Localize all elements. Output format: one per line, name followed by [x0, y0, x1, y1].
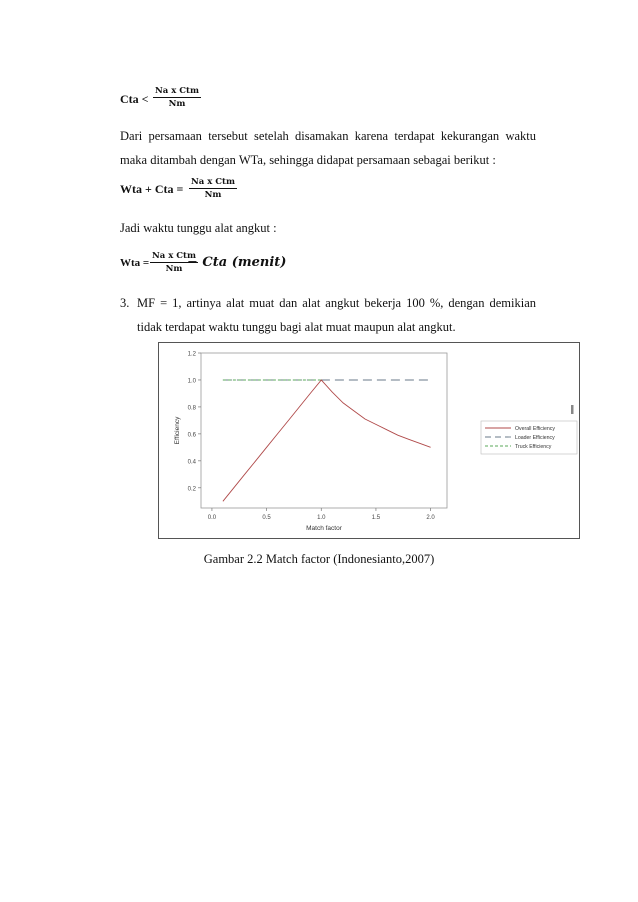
paragraph-1	[120, 124, 536, 172]
item-3-number: 3.	[120, 296, 130, 310]
equation-1	[120, 92, 149, 107]
equation-2	[120, 182, 183, 197]
y-tick-label: 1.2	[187, 351, 196, 358]
item-3	[137, 291, 536, 339]
item-3-line-2: tidak terdapat waktu tunggu bagi alat muat maupun alat angkut.	[137, 320, 456, 334]
y-tick-label: 1.0	[187, 378, 196, 385]
scroll-marker	[571, 405, 574, 414]
paragraph-2	[120, 216, 536, 240]
x-tick-label: 1.5	[371, 515, 381, 521]
x-tick-label: 1.0	[317, 515, 326, 521]
figure-caption: Gambar 2.2 Match factor (Indonesianto,2007)	[203, 552, 435, 566]
y-tick-label: 0.8	[187, 405, 196, 412]
plot-area	[201, 353, 447, 508]
equation-2-lhs: Wta + Cta =	[120, 182, 184, 196]
paragraph-1-line-1: Dari persamaan tersebut setelah disamakan karena terdapat kekurangan waktu	[120, 129, 536, 143]
match-factor-chart	[159, 343, 579, 538]
equation-1-lhs: Cta <	[120, 92, 149, 106]
equation-3-tail: − Cta (menit)	[187, 255, 287, 270]
y-tick-label: 0.2	[187, 486, 196, 493]
item-3-line-1: MF = 1, artinya alat muat dan alat angkut bekerja 100 %, dengan demikian	[137, 296, 536, 310]
equation-1-denominator: Nm	[168, 99, 186, 109]
legend-label: Overall Efficiency	[515, 426, 555, 432]
equation-2-fraction	[189, 177, 237, 200]
equation-1-numerator: Na x Ctm	[155, 86, 199, 96]
y-axis-label: Efficiency	[174, 416, 181, 445]
legend-label: Truck Efficiency	[515, 444, 552, 450]
x-tick-label: 0.0	[207, 515, 217, 521]
paragraph-1-line-2: maka ditambah dengan WTa, sehingga didapat persamaan sebagai berikut :	[120, 153, 496, 167]
x-tick-label: 0.5	[262, 515, 271, 521]
equation-3-denominator: Nm	[165, 264, 183, 274]
equation-1-fraction	[153, 86, 201, 109]
y-tick-label: 0.4	[187, 459, 196, 466]
x-axis-label: Match factor	[306, 525, 342, 532]
x-tick-label: 2.0	[426, 515, 435, 521]
y-tick-label: 0.6	[187, 432, 196, 439]
figure-frame	[158, 342, 580, 539]
equation-2-denominator: Nm	[204, 190, 222, 200]
legend-label: Loader Efficiency	[515, 435, 555, 441]
paragraph-2-text: Jadi waktu tunggu alat angkut :	[120, 221, 277, 235]
equation-3	[120, 257, 149, 269]
equation-3-lhs: Wta =	[120, 257, 150, 269]
equation-2-numerator: Na x Ctm	[191, 177, 235, 187]
equation-3-numerator: Na x Ctm	[152, 251, 196, 261]
